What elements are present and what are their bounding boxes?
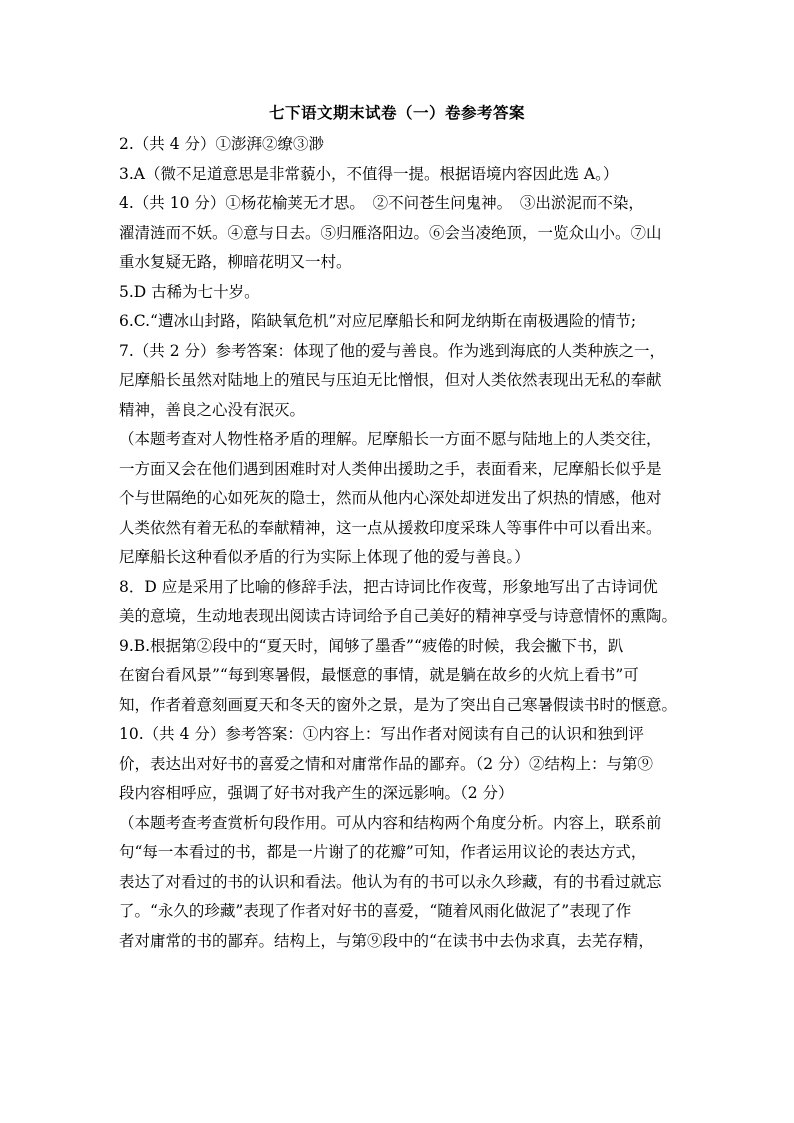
text-line: （本题考查考查赏析句段作用。可从内容和结构两个角度分析。内容上，联系前 [119,813,662,832]
text-line: 一方面又会在他们遇到困难时对人类伸出援助之手，表面看来，尼摩船长似乎是 [119,459,662,478]
text-line: 7.（共 2 分）参考答案：体现了他的爱与善良。作为逃到海底的人类种族之一， [119,341,666,360]
text-line: 表达了对看过的书的认识和看法。他认为有的书可以永久珍藏，有的书看过就忘 [119,872,662,891]
text-line: 3.A（微不足道意思是非常藐小，不值得一提。根据语境内容因此选 A。） [119,164,619,183]
text-line: 8．D 应是采用了比喻的修辞手法，把古诗词比作夜莺，形象地写出了古诗词优 [119,577,658,596]
text-line: 9.B.根据第②段中的“夏天时，闻够了墨香”“疲倦的时候，我会撇下书，趴 [119,636,624,655]
text-line: 10.（共 4 分）参考答案：①内容上：写出作者对阅读有自己的认识和独到评 [119,725,644,743]
document-title: 七下语文期末试卷（一）卷参考答案 [268,103,525,122]
text-line: 美的意境，生动地表现出阅读古诗词给予自己美好的精神享受与诗意情怀的熏陶。 [119,607,678,625]
text-line: 重水复疑无路，柳暗花明又一村。 [119,253,352,271]
text-line: 知，作者着意刻画夏天和冬天的窗外之景，是为了突出自己寒暑假读书时的惬意。 [119,695,678,714]
text-line: 4.（共 10 分）①杨花榆荚无才思。 ②不问苍生问鬼神。 ③出淤泥而不染， [119,194,644,212]
answer-body [119,130,679,956]
text-line: 精神，善良之心没有泯灭。 [119,400,306,419]
text-line: 5.D 古稀为七十岁。 [119,282,260,301]
text-line: 者对庸常的书的鄙弃。结构上，与第⑨段中的“在读书中去伪求真，去芜存精， [119,931,654,950]
text-line: 价，表达出对好书的喜爱之情和对庸常作品的鄙弃。（2 分）②结构上：与第⑨ [119,754,654,773]
text-line: 在窗台看风景”“每到寒暑假，最惬意的事情，就是躺在故乡的火炕上看书”可 [119,666,639,684]
text-line: 人类依然有着无私的奉献精神，这一点从援救印度采珠人等事件中可以看出来。 [119,518,662,537]
text-line: 个与世隔绝的心如死灰的隐士，然而从他内心深处却迸发出了炽热的情感，他对 [119,489,662,507]
text-line: 尼摩船长虽然对陆地上的殖民与压迫无比憎恨，但对人类依然表现出无私的奉献 [119,371,662,389]
text-line: 段内容相呼应，强调了好书对我产生的深远影响。（2 分） [119,784,514,802]
text-line: （本题考查对人物性格矛盾的理解。尼摩船长一方面不愿与陆地上的人类交往， [119,430,662,448]
text-line: 6.C.“遭冰山封路，陷缺氧危机”对应尼摩船长和阿龙纳斯在南极遇险的情节; [119,312,637,330]
text-line: 濯清涟而不妖。④意与日去。⑤归雁洛阳边。⑥会当凌绝顶，一览众山小。⑦山 [119,223,662,242]
text-line: 2.（共 4 分）①澎湃②缭③渺 [119,135,325,153]
text-line: 了。“永久的珍藏”表现了作者对好书的喜爱，“随着风雨化做泥了”表现了作 [119,902,632,920]
text-line: 尼摩船长这种看似矛盾的行为实际上体现了他的爱与善良。） [119,548,530,566]
text-line: 句“每一本看过的书，都是一片谢了的花瓣”可知，作者运用议论的表达方式， [119,843,647,861]
